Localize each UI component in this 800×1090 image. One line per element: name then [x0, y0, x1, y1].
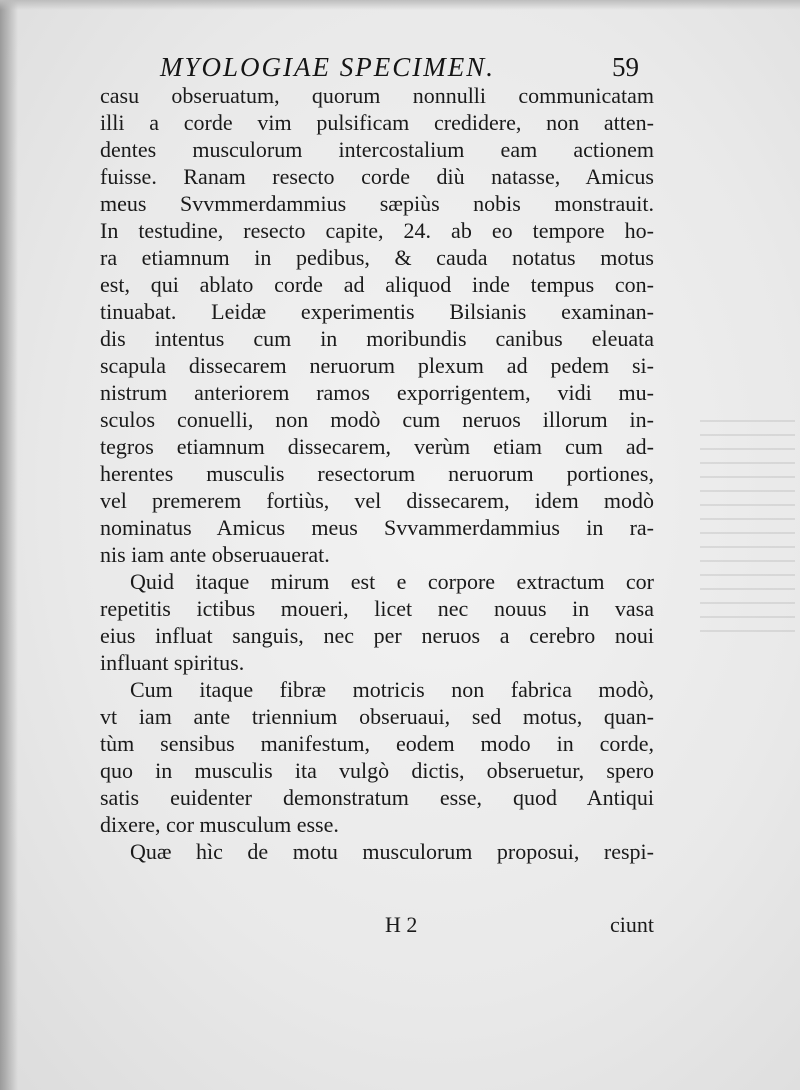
- text-line: quo in musculis ita vulgò dictis, obseruetur, spero: [100, 758, 654, 783]
- text-line: In testudine, resecto capite, 24. ab eo tempore ho-: [100, 218, 654, 243]
- text-line: ra etiamnum in pedibus, & cauda notatus motus: [100, 245, 654, 270]
- catchword: ciunt: [610, 912, 654, 937]
- gutter-shadow: [0, 0, 18, 1090]
- text-line: herentes musculis resectorum neruorum portiones,: [100, 461, 654, 486]
- paragraph: [100, 568, 654, 676]
- paragraph: [100, 838, 654, 865]
- text-line: influant spiritus.: [100, 650, 245, 675]
- text-line: eius influat sanguis, nec per neruos a cerebro noui: [100, 623, 654, 648]
- text-line: vt iam ante triennium obseruaui, sed motus, quan-: [100, 704, 654, 729]
- text-line: tinuabat. Leidæ experimentis Bilsianis examinan-: [100, 299, 654, 324]
- text-line: satis euidenter demonstratum esse, quod Antiqui: [100, 785, 654, 810]
- text-line: tegros etiamnum dissecarem, verùm etiam cum ad-: [100, 434, 654, 459]
- text-line: Quid itaque mirum est e corpore extractum cor: [130, 569, 654, 594]
- text-line: repetitis ictibus moueri, licet nec nouus in vasa: [100, 596, 654, 621]
- paragraph: [100, 676, 654, 838]
- body-text: [100, 82, 654, 865]
- text-line: tùm sensibus manifestum, eodem modo in corde,: [100, 731, 654, 756]
- page-number: 59: [612, 52, 639, 82]
- text-line: Cum itaque fibræ motricis non fabrica modò,: [130, 677, 654, 702]
- text-line: nominatus Amicus meus Svvammerdammius in ra-: [100, 515, 654, 540]
- text-line: fuisse. Ranam resecto corde diù natasse, Amicus: [100, 164, 654, 189]
- text-line: dixere, cor musculum esse.: [100, 812, 339, 837]
- text-line: casu obseruatum, quorum nonnulli communicatam: [100, 83, 654, 108]
- top-edge-shadow: [0, 0, 800, 10]
- text-line: dentes musculorum intercostalium eam actionem: [100, 137, 654, 162]
- text-line: dis intentus cum in moribundis canibus eleuata: [100, 326, 654, 351]
- text-line: meus Svvmmerdammius sæpiùs nobis monstrauit.: [100, 191, 654, 216]
- text-line: est, qui ablato corde ad aliquod inde tempus con-: [100, 272, 654, 297]
- page-footer: [100, 912, 654, 942]
- text-line: nistrum anteriorem ramos exporrigentem, vidi mu-: [100, 380, 654, 405]
- text-line: sculos conuelli, non modò cum neruos illorum in-: [100, 407, 654, 432]
- text-line: nis iam ante obseruauerat.: [100, 542, 330, 567]
- text-line: scapula dissecarem neruorum plexum ad pedem si-: [100, 353, 654, 378]
- running-title: MYOLOGIAE SPECIMEN.: [160, 52, 495, 82]
- bleed-through-text: [700, 420, 795, 640]
- text-line: vel premerem fortiùs, vel dissecarem, idem modò: [100, 488, 654, 513]
- text-line: illi a corde vim pulsificam credidere, non atten-: [100, 110, 654, 135]
- signature-mark: H 2: [385, 912, 418, 937]
- text-line: Quæ hìc de motu musculorum proposui, respi-: [130, 839, 654, 864]
- paragraph: [100, 82, 654, 568]
